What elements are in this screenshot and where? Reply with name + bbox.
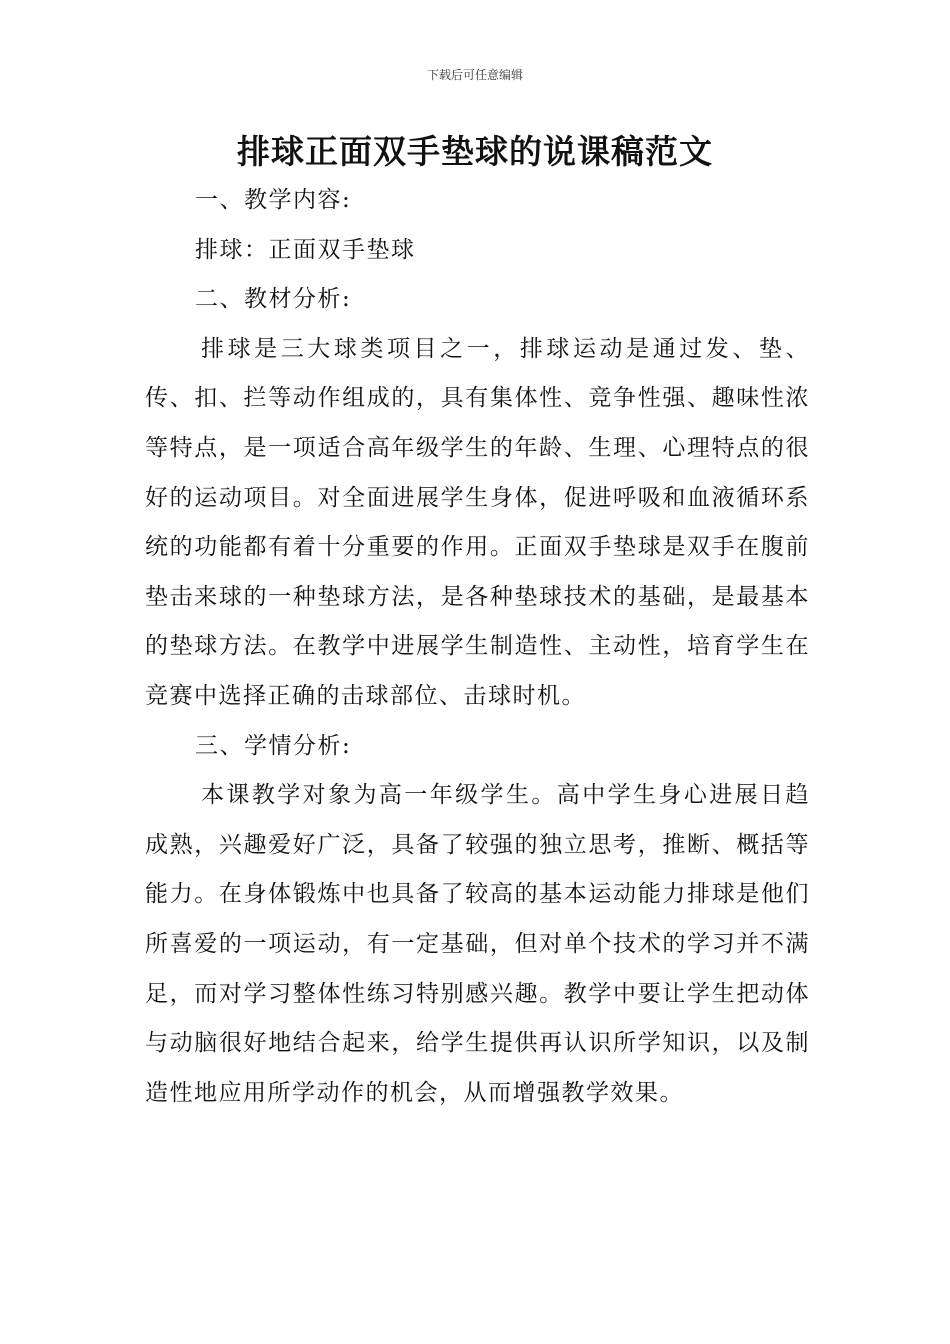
student-analysis-paragraph: 本课教学对象为高一年级学生。高中学生身心进展日趋成熟，兴趣爱好广泛，具备了较强的独立思考，推断、概括等能力。在身体锻炼中也具备了较高的基本运动能力排球是他们所喜爱的一项运动，有一定基础，但对单个技术的学习并不满足，而对学习整体性练习特别感兴趣。教学中要让学生把动体与动脑很好地结合起来，给学生提供再认识所学知识，以及制造性地应用所学动作的机会，从而增强教学效果。: [145, 782, 810, 1106]
section-heading-material-analysis: 二、教材分析:: [195, 286, 352, 313]
teaching-content-text: 排球：正面双手垫球: [195, 236, 416, 263]
header-note: 下载后可任意编辑: [426, 68, 523, 82]
section-heading-student-analysis: 三、学情分析:: [195, 732, 352, 759]
material-analysis-paragraph: 排球是三大球类项目之一，排球运动是通过发、垫、传、扣、拦等动作组成的，具有集体性、竞争性强、趣味性浓等特点，是一项适合高年级学生的年龄、生理、心理特点的很好的运动项目。对全面进展学生身体，促进呼吸和血液循环系统的功能都有着十分重要的作用。正面双手垫球是双手在腹前垫击来球的一种垫球方法，是各种垫球技术的基础，是最基本的垫球方法。在教学中进展学生制造性、主动性，培育学生在竞赛中选择正确的击球部位、击球时机。: [145, 335, 810, 709]
section-heading-teaching-content: 一、教学内容:: [195, 187, 352, 213]
document-title: 排球正面双手垫球的说课稿范文: [237, 132, 713, 171]
document-body: [145, 176, 810, 1118]
